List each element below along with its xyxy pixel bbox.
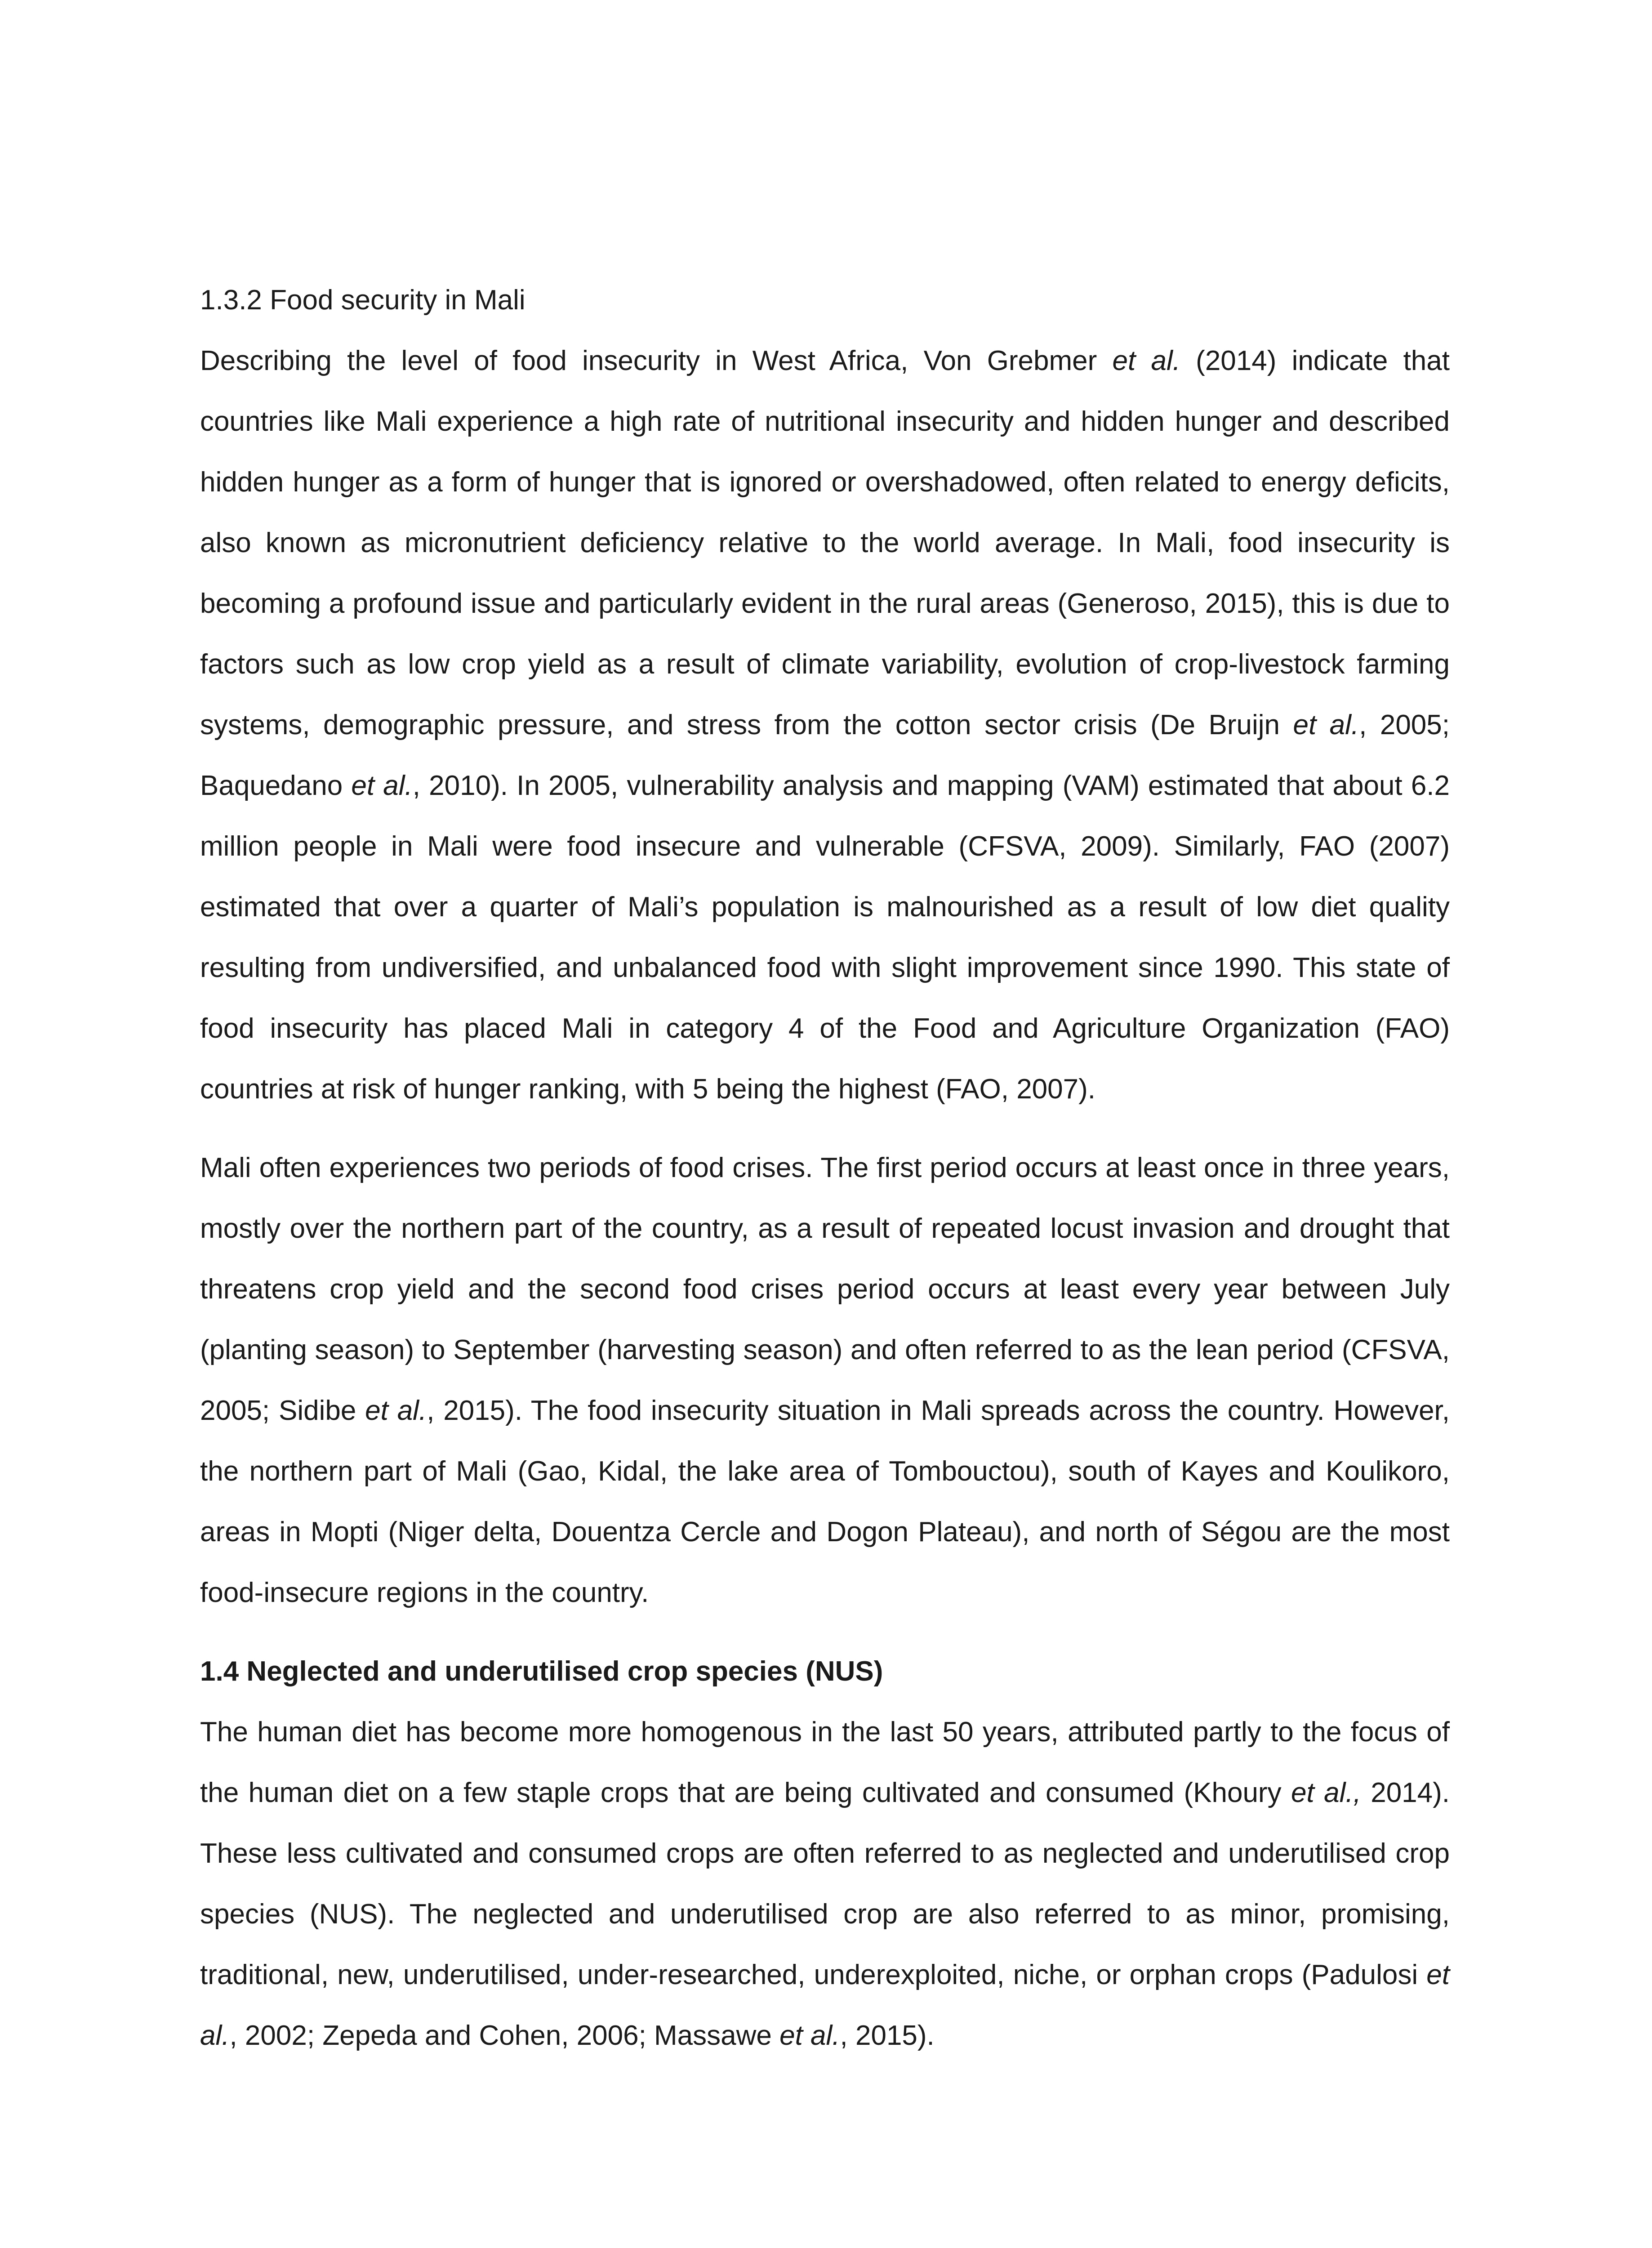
section-heading-food-security: 1.3.2 Food security in Mali (200, 285, 525, 316)
paragraph-nus-definition: The human diet has become more homogenous in the last 50 years, attributed partly to the focus of the human diet on a few staple crops that are being cultivated and consumed (Khoury et al., 2014). These less cultivated and consumed crops are often referred to as neglected and underutilised crop species (NUS). The neglected and underutilised crop are also referred to as minor, promising, traditional, new, underutilised, under-researched, underexploited, niche, or orphan crops (Padulosi et al., 2002; Zepeda and Cohen, 2006; Massawe et al., 2015). (200, 1717, 1450, 2051)
paragraph-food-insecurity-overview: Describing the level of food insecurity in West Africa, Von Grebmer et al. (2014) indicate that countries like Mali experience a high rate of nutritional insecurity and hidden hunger and described hidden hunger as a form of hunger that is ignored or overshadowed, often related to energy deficits, also known as micronutrient deficiency relative to the world average. In Mali, food insecurity is becoming a profound issue and particularly evident in the rural areas (Generoso, 2015), this is due to factors such as low crop yield as a result of climate variability, evolution of crop-livestock farming systems, demographic pressure, and stress from the cotton sector crisis (De Bruijn et al., 2005; Baquedano et al., 2010). In 2005, vulnerability analysis and mapping (VAM) estimated that about 6.2 million people in Mali were food insecure and vulnerable (CFSVA, 2009). Similarly, FAO (2007) estimated that over a quarter of Mali’s population is malnourished as a result of low diet quality resulting from undiversified, and unbalanced food with slight improvement since 1990. This state of food insecurity has placed Mali in category 4 of the Food and Agriculture Organization (FAO) countries at risk of hunger ranking, with 5 being the highest (FAO, 2007). (200, 345, 1450, 1105)
section-heading-nus: 1.4 Neglected and underutilised crop species (NUS) (200, 1656, 883, 1687)
page-content (200, 270, 1450, 2066)
paragraph-food-crises-periods: Mali often experiences two periods of food crises. The first period occurs at least once in three years, mostly over the northern part of the country, as a result of repeated locust invasion and drought that threatens crop yield and the second food crises period occurs at least every year between July (planting season) to September (harvesting season) and often referred to as the lean period (CFSVA, 2005; Sidibe et al., 2015). The food insecurity situation in Mali spreads across the country. However, the northern part of Mali (Gao, Kidal, the lake area of Tombouctou), south of Kayes and Koulikoro, areas in Mopti (Niger delta, Douentza Cercle and Dogon Plateau), and north of Ségou are the most food-insecure regions in the country. (200, 1152, 1450, 1608)
